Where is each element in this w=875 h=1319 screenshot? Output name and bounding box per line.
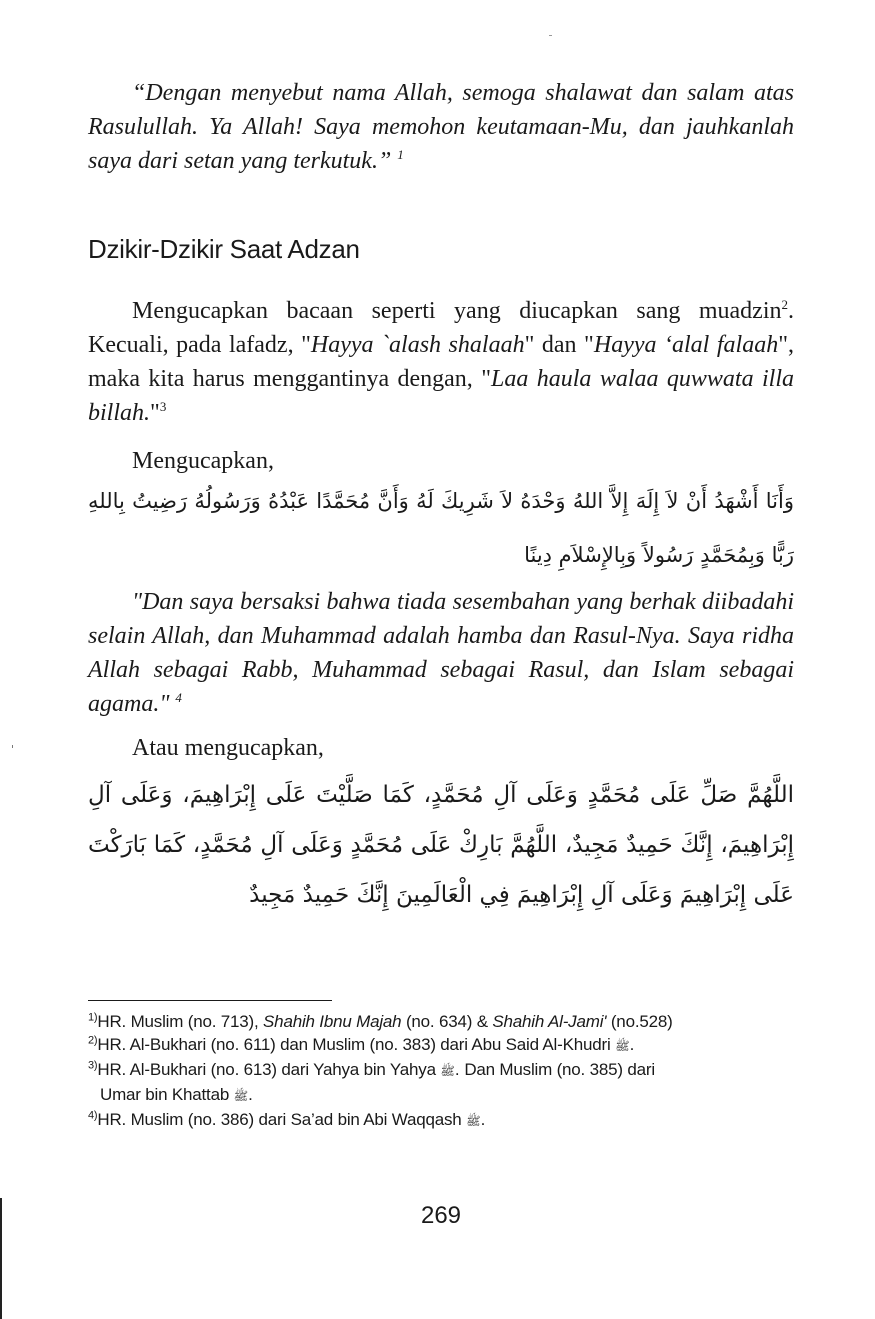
footnote-text: . Dan Muslim (no. 385) dari [454,1060,655,1079]
footnote-number: 2) [88,1034,98,1047]
honorific-icon: ﷺ [466,1114,481,1128]
footnote-ref[interactable]: 2 [781,297,788,312]
intro-text: ", maka kita harus menggantinya dengan, " [88,332,794,392]
translation-paragraph [88,585,794,721]
footnote-ref[interactable]: 4 [175,690,182,705]
footnote-number: 4) [88,1109,98,1122]
section-heading [88,234,794,265]
honorific-icon: ﷺ [440,1064,455,1078]
footnote-text: HR. Muslim (no. 386) dari Sa’ad bin Abi Waqqash [97,1110,462,1129]
arabic-shalawat-text: اللَّهُمَّ صَلِّ عَلَى مُحَمَّدٍ وَعَلَى آلِ مُحَمَّدٍ، كَمَا صَلَّيْتَ عَلَى إِبْرَاهِيمَ، وَعَلَى آلِ إِبْرَاهِيمَ، إِنَّكَ حَمِيدٌ مَجِيدٌ، اللَّهُمَّ بَارِكْ عَلَى مُحَمَّدٍ وَعَلَى آلِ مُحَمَّدٍ، كَمَا بَارَكْتَ عَلَى إِبْرَاهِيمَ وَعَلَى آلِ إِبْرَاهِيمَ فِي الْعَالَمِينَ إِنَّكَ حَمِيدٌ مَجِيدٌ [88,782,794,908]
footnote-4: $^{4)}$HR. Muslim (no. 386) dari Sa’ad bin Abi Waqqash ﷺ. [88,1109,486,1129]
footnote-number: 1) [88,1011,98,1024]
say-label-block [88,444,794,478]
hayya-alash-shalaah: Hayya `alash shalaah [310,332,525,358]
book-title: Shahih Al-Jami' [492,1012,607,1031]
arabic-shalawat-block [88,770,794,920]
hayya-alal-falaah: Hayya ‘alal falaah [593,332,779,358]
intro-text: . Kecuali, pada lafadz, " [88,298,794,358]
arabic-shahada-block [88,474,794,582]
footnote-text: (no. 634) & [401,1012,493,1031]
footnote-1 [88,1010,794,1033]
book-title: Shahih Ibnu Majah [263,1012,402,1031]
footnote-text: HR. Al-Bukhari (no. 613) dari Yahya bin Yahya [97,1060,436,1079]
footnote-text: Umar bin Khattab [100,1085,230,1104]
footnote-2: $^{2)}$HR. Al-Bukhari (no. 611) dan Muslim (no. 383) dari Abu Said Al-Khudri ﷺ. [88,1034,635,1054]
honorific-icon: ﷺ [615,1039,630,1053]
footnote-ref[interactable]: 1 [397,147,404,162]
footnote-divider [88,1000,332,1001]
honorific-icon: ﷺ [233,1089,249,1103]
page-edge-line [0,1198,2,1319]
footnote-ref[interactable]: 3 [159,399,167,414]
footnote-text: HR. Muslim (no. 713), [97,1012,264,1031]
intro-text: " [150,400,160,426]
arabic-shahada-text: وَأَنَا أَشْهَدُ أَنْ لاَ إِلَهَ إِلاَّ اللهُ وَحْدَهُ لاَ شَرِيكَ لَهُ وَأَنَّ مُحَمَّدًا عَبْدُهُ وَرَسُولُهُ رَضِيتُ بِاللهِ رَبًّا وَبِمُحَمَّدٍ رَسُولاً وَبِالإِسْلاَمِ دِينًا [88,489,794,567]
scan-mark [12,745,13,748]
say-label: Mengucapkan, [132,448,274,474]
translation-text: "Dan saya bersaksi bahwa tiada sesembahan yang berhak diibadahi selain Allah, dan Muhammad adalah hamba dan Rasul-Nya. Saya ridha Allah sebagai Rabb, Muhammad sebagai Rasul, dan Islam sebagai agama." [88,589,794,717]
section-title: Dzikir-Dzikir Saat Adzan [88,234,360,264]
footnote-number: 3) [88,1059,98,1072]
book-page [88,0,794,1319]
footnotes [88,1010,794,1133]
opening-quote [88,76,794,178]
footnote-3: $^{3)}$HR. Al-Bukhari (no. 613) dari Yahya bin Yahya ﷺ. Dan Muslim (no. 385) dari Umar bin Khattab ﷺ. [88,1059,655,1104]
laa-haula-phrase: Laa haula walaa quwwata illa billah. [88,366,794,426]
page-number: 269 [420,1202,462,1229]
opening-quote-text: “Dengan menyebut nama Allah, semoga shalawat dan salam atas Rasulullah. Ya Allah! Saya memohon keutamaan-Mu, dan jauhkanlah saya dari setan yang terkutuk.” [88,80,794,174]
intro-text: Mengucapkan bacaan seperti yang diucapkan sang muadzin [132,298,782,324]
footnote-text: (no.528) [606,1012,673,1031]
footnote-text: HR. Al-Bukhari (no. 611) dan Muslim (no. 383) dari Abu Said Al-Khudri [97,1035,611,1054]
intro-paragraph [88,294,794,430]
alt-say-label-block [88,731,794,765]
intro-text: " dan " [524,332,594,358]
alt-say-label: Atau mengucapkan, [132,735,324,761]
